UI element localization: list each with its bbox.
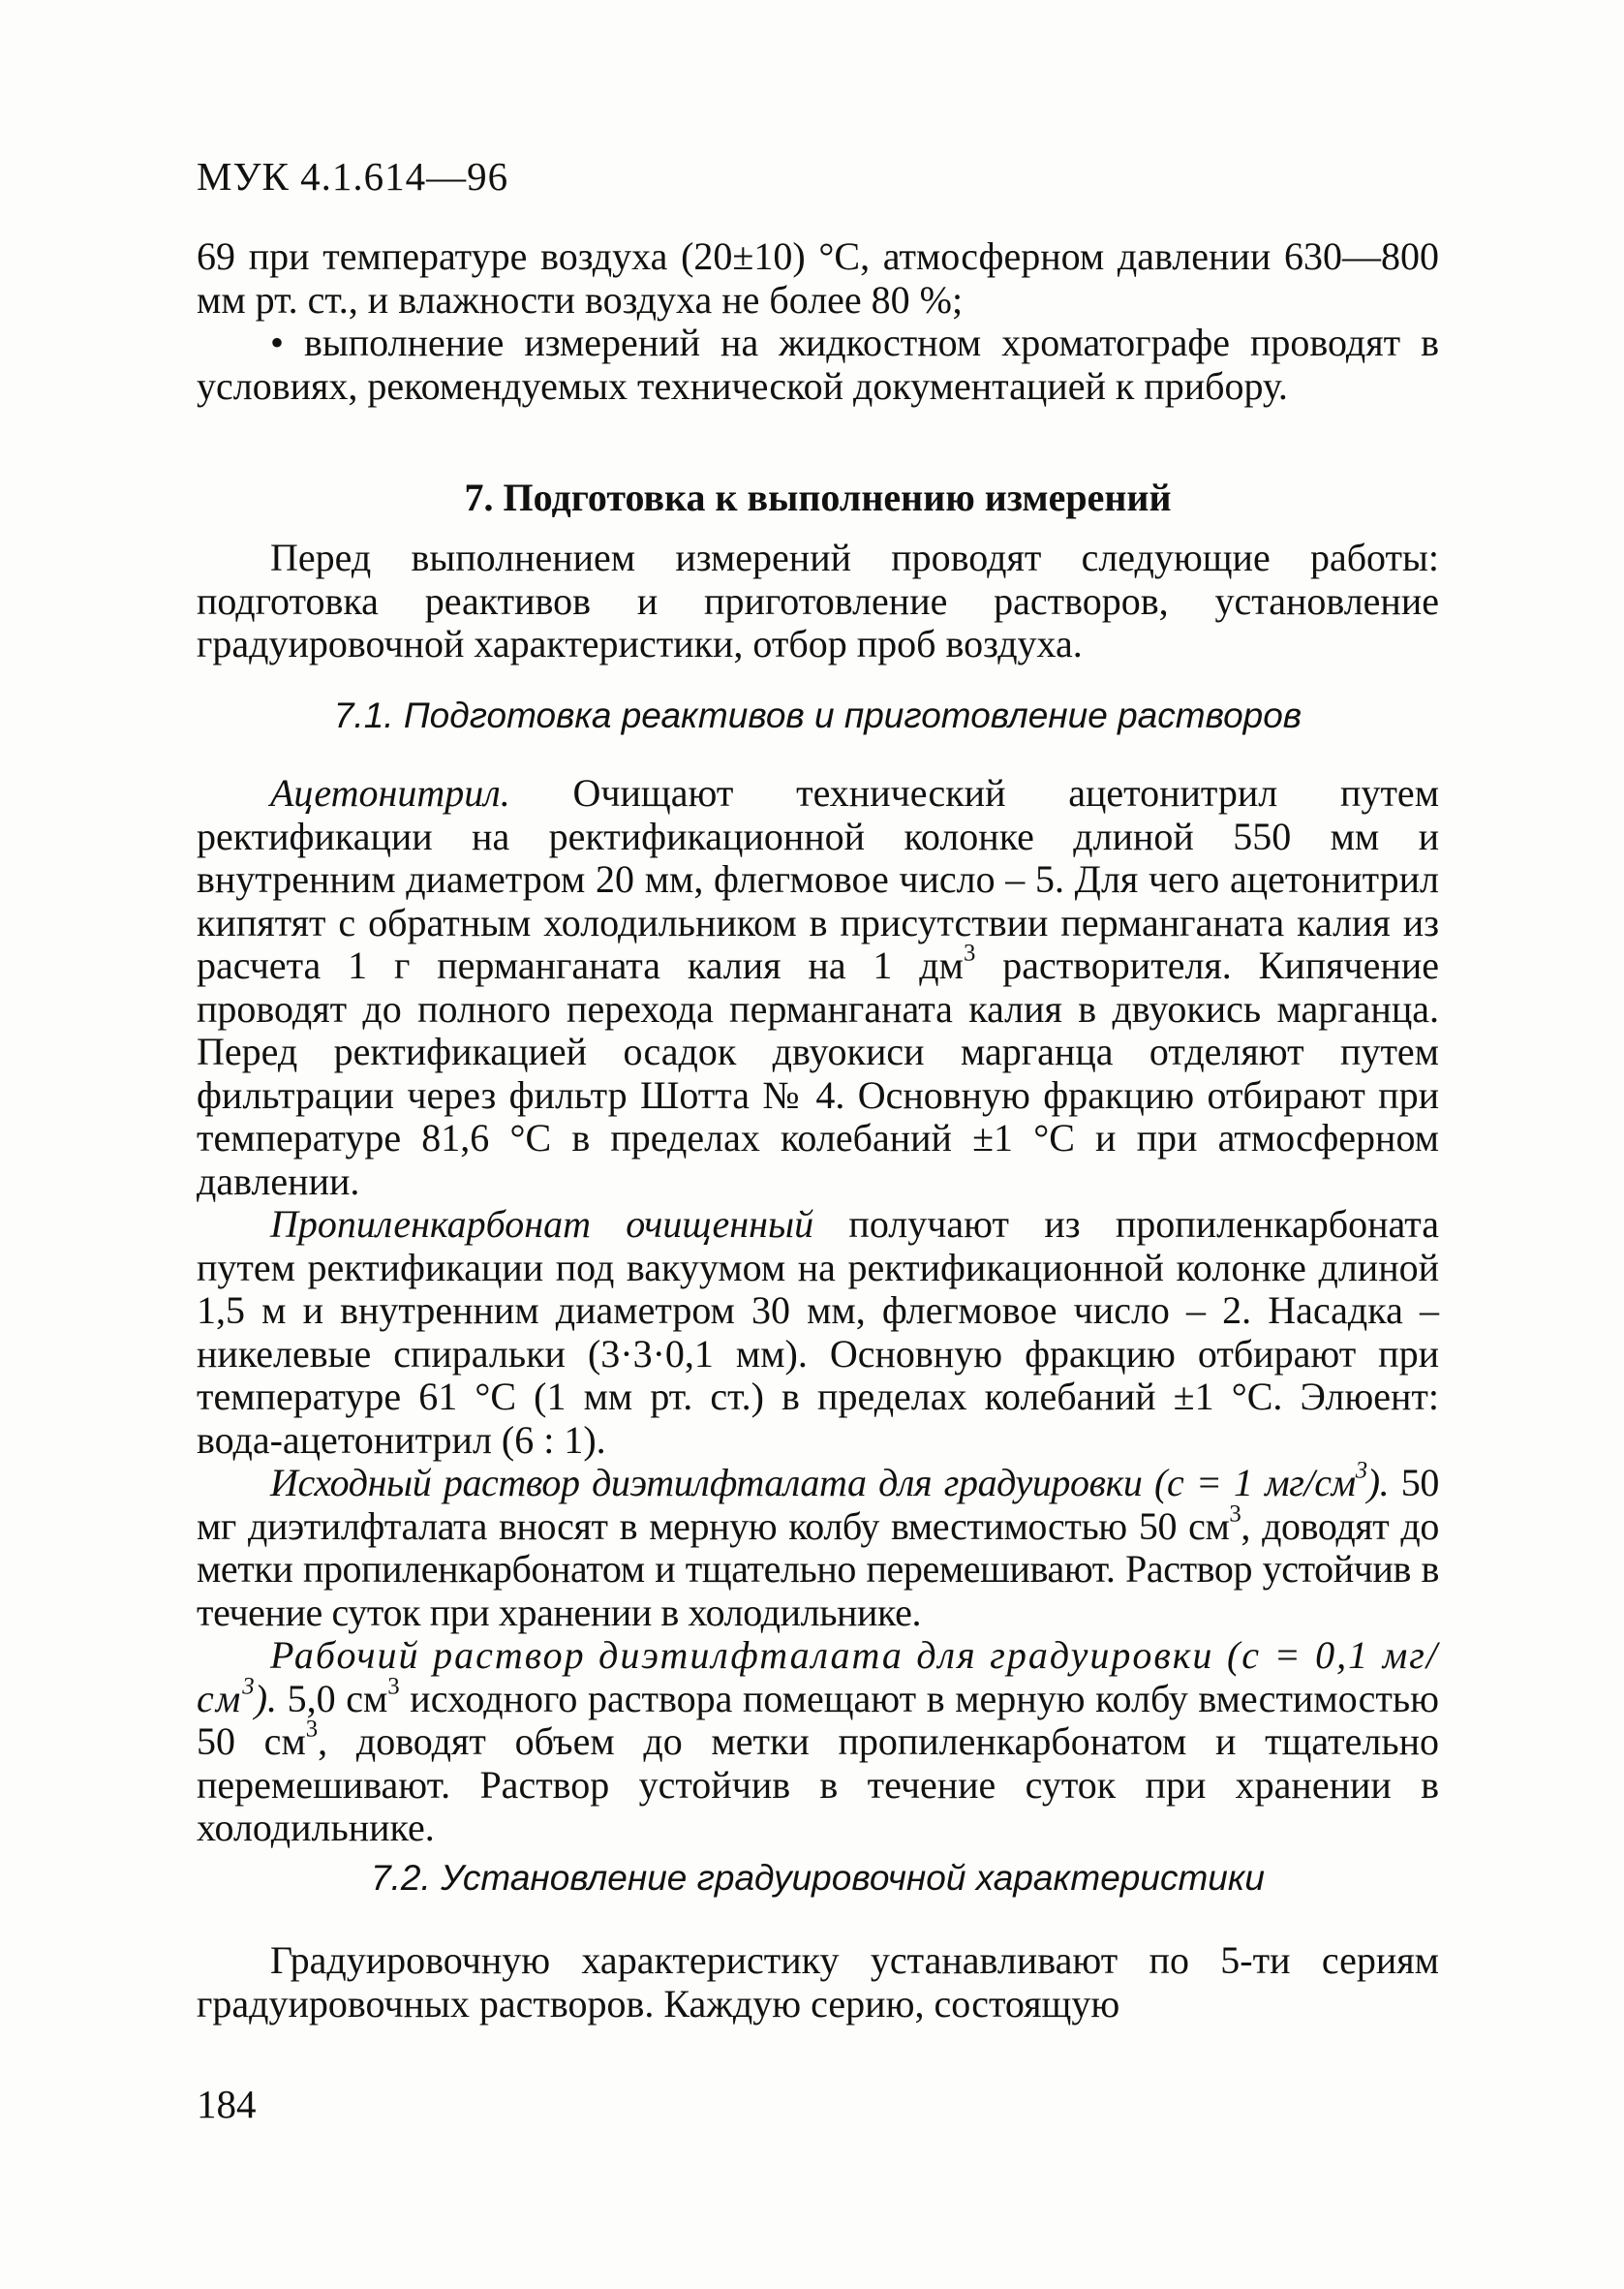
propylene-paragraph (197, 1203, 1439, 1462)
work-text: 5,0 см (277, 1676, 388, 1720)
stock-text-2: , доводят до метки пропиленкарбонатом и тщательно перемешивают. Раствор устойчив в течение суток при хранении в холодильнике. (197, 1503, 1439, 1634)
section-7-heading: 7. Подготовка к выполнению измерений (464, 476, 1172, 519)
running-head: МУК 4.1.614—96 (197, 154, 509, 199)
work-text-2: исходного раствора помещают в мерную колбу вместимостью 50 см (197, 1676, 1439, 1763)
acetonitrile-lead: Ацетонитрил. (270, 771, 510, 815)
section-7-text: Перед выполнением измерений проводят следующие работы: подготовка реактивов и приготовление растворов, установление градуировочной характеристики, отбор проб воздуха. (197, 536, 1439, 665)
acetonitrile-text: Очищают технический ацетонитрил путем ректификации на ректификационной колонке длиной 550 мм и внутренним диаметром 20 мм, флегмовое число – 5. Для чего ацетонитрил кипятят с обратным холодильником в присутствии перманганата калия из расчета 1 г перманганата калия на 1 дм (197, 771, 1439, 987)
working-solution-paragraph (197, 1634, 1439, 1850)
acetonitrile-sup: 3 (963, 940, 976, 967)
stock-sup: 3 (1229, 1500, 1241, 1527)
section-7-1-body (197, 772, 1439, 1850)
work-text-3: , доводят объем до метки пропиленкарбонатом и тщательно перемешивают. Раствор устойчив в течение суток при хранении в холодильнике. (197, 1719, 1439, 1849)
acetonitrile-text-2: растворителя. Кипячение проводят до полного перехода перманганата калия в двуокись марганца. Перед ректификацией осадок двуокиси марганца отделяют путем фильтрации через фильтр Шотта № 4. Основную фракцию отбирают при температуре 81,6 °С в пределах колебаний ±1 °С и при атмосферном давлении. (197, 943, 1439, 1203)
section-7-body (197, 537, 1439, 666)
stock-lead: Исходный раствор диэтилфталата для градуировки (с = 1 мг/см (270, 1461, 1356, 1504)
stock-solution-paragraph (197, 1457, 1439, 1634)
stock-lead-end: ). (1366, 1461, 1390, 1504)
page-number: 184 (197, 2082, 257, 2126)
work-sup-2: 3 (305, 1716, 319, 1743)
section-7-2-heading: 7.2. Установление градуировочной характеристики (371, 1858, 1265, 1898)
work-lead-sup: 3 (242, 1672, 255, 1699)
acetonitrile-paragraph (197, 772, 1439, 1203)
stock-lead-sup: 3 (1355, 1457, 1367, 1484)
stock-text: 50 мг диэтилфталата вносят в мерную колбу вместимостью 50 см (197, 1461, 1439, 1548)
section-7-1-heading: 7.1. Подготовка реактивов и приготовление растворов (333, 696, 1302, 735)
work-lead: Рабочий раствор диэтилфталата для градуировки (с = 0,1 мг/см (197, 1633, 1439, 1720)
work-sup-1: 3 (387, 1672, 400, 1699)
propylene-lead: Пропиленкарбонат очищенный (270, 1202, 814, 1246)
intro-block (197, 235, 1439, 408)
section-7-2-text: Градуировочную характеристику устанавливают по 5-ти сериям градуировочных растворов. Каждую серию, состоящую (197, 1938, 1439, 2026)
intro-bullet: • выполнение измерений на жидкостном хроматографе проводят в условиях, рекомендуемых технической документацией к прибору. (197, 321, 1439, 408)
intro-continuation: 69 при температуре воздуха (20±10) °С, атмосферном давлении 630—800 мм рт. ст., и влажности воздуха не более 80 %; (197, 234, 1439, 322)
propylene-text: получают из пропиленкарбоната путем ректификации под вакуумом на ректификационной колонке длиной 1,5 м и внутренним диаметром 30 мм, флегмовое число – 2. Насадка – никелевые спиральки (3·3·0,1 мм). Основную фракцию отбирают при температуре 61 °С (1 мм рт. ст.) в пределах колебаний ±1 °С. Элюент: вода-ацетонитрил (6 : 1). (197, 1202, 1439, 1462)
work-lead-end: ). (254, 1676, 278, 1720)
section-7-2-body (197, 1939, 1439, 2026)
